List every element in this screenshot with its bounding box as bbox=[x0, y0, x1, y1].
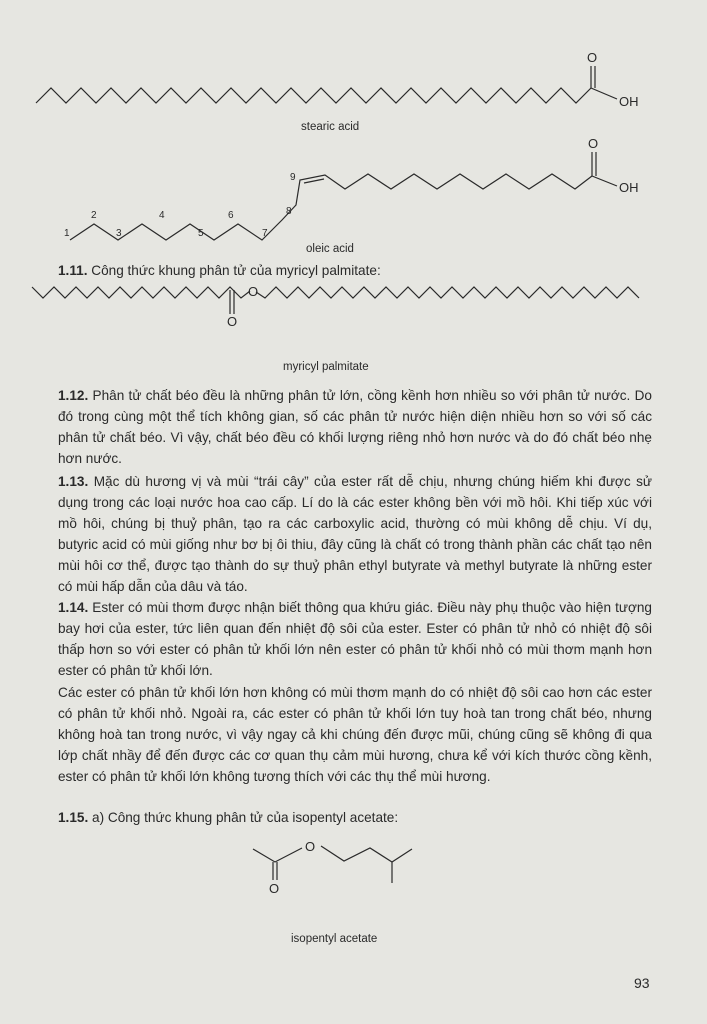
question-number: 1.15. bbox=[58, 810, 89, 825]
answer-1-14-continued: Các ester có phân tử khối lớn hơn không có mùi thơm mạnh do có nhiệt độ sôi cao hơn các ester có phân tử khối nhỏ. Ngoài ra, các ester có phân tử khối lớn tuy hoà tan trong chất béo, nhưng không hoà tan trong nước, vì vậy ngay cả khi chúng đến được mũi, chúng cũng sẽ không đi qua lớp chất nhầy để đến được các cơ quan thụ cảm mùi hương, chưa kể với kích thước cồng kềnh, ester có phân tử khối lớn không tương thích với các thụ thể mùi hương. bbox=[58, 685, 652, 784]
question-number: 1.13. bbox=[58, 474, 89, 489]
isopentyl-ester-o: O bbox=[305, 839, 316, 854]
question-number: 1.14. bbox=[58, 600, 89, 615]
oleic-acid-o: O bbox=[588, 136, 599, 151]
oleic-num-6: 6 bbox=[228, 210, 234, 221]
myricyl-palmitate-skeleton bbox=[32, 287, 250, 298]
question-text: a) Công thức khung phân tử của isopentyl acetate: bbox=[88, 810, 399, 825]
stearic-acid-label: stearic acid bbox=[301, 121, 360, 133]
answer-text: Phân tử chất béo đều là những phân tử lớn, cồng kềnh hơn nhiều so với phân tử nước. Do đó trong cùng một thể tích không gian, số các phân tử nước hiện diện nhiều hơn so với số các phân tử chất béo. Vì vậy, chất béo đều có khối lượng riêng nhỏ hơn nước và do đó chất béo nhẹ hơn nước. bbox=[58, 388, 652, 466]
oleic-acid-skeleton bbox=[70, 174, 592, 240]
oleic-num-4: 4 bbox=[159, 210, 165, 221]
oleic-num-7: 7 bbox=[262, 228, 268, 239]
stearic-acid-skeleton bbox=[36, 88, 591, 103]
oleic-num-9: 9 bbox=[290, 172, 296, 183]
answer-text: Ester có mùi thơm được nhận biết thông qua khứu giác. Điều này phụ thuộc vào hiện tượng bay hơi của ester, tức liên quan đến nhiệt độ sôi của ester. Ester có phân tử nhỏ có nhiệt độ sôi thấp hơn so với ester có phân tử khối lớn nên ester có phân tử khối nhỏ có mùi thơm mạnh hơn ester có phân tử khối lớn. bbox=[58, 600, 652, 678]
stearic-acid-oh: OH bbox=[619, 94, 639, 109]
question-1-15 bbox=[58, 810, 398, 825]
oleic-num-1: 1 bbox=[64, 228, 70, 239]
answer-1-13 bbox=[58, 471, 652, 597]
answer-1-12 bbox=[58, 385, 652, 469]
myricyl-carbonyl-o: O bbox=[227, 314, 238, 329]
myricyl-ester-o: O bbox=[248, 284, 259, 299]
isopentyl-carbonyl-o: O bbox=[269, 881, 280, 896]
question-1-11 bbox=[58, 263, 381, 278]
oleic-acid-oh: OH bbox=[619, 180, 639, 195]
stearic-acid-o: O bbox=[587, 50, 598, 65]
oleic-num-3: 3 bbox=[116, 228, 122, 239]
isopentyl-acetate-skeleton bbox=[253, 848, 302, 862]
answer-text: Mặc dù hương vị và mùi “trái cây” của ester rất dễ chịu, nhưng chúng hiếm khi được sử dụng trong các loại nước hoa cao cấp. Lí do là các ester không bền với mồ hôi. Khi tiếp xúc với mồ hôi, chúng bị thuỷ phân, tạo ra các carboxylic acid, thường có mùi không dễ chịu. Ví dụ, butyric acid có mùi giống như bơ bị ôi thiu, đây cũng là chất có trong thành phần các chất tạo nên mùi hôi cơ thể, được tạo thành do sự thuỷ phân ethyl butyrate và methyl butyrate là những ester có mùi hấp dẫn của dâu và táo. bbox=[58, 474, 652, 594]
oleic-acid-label: oleic acid bbox=[306, 243, 354, 255]
oleic-num-2: 2 bbox=[91, 210, 97, 221]
question-text: Công thức khung phân tử của myricyl palmitate: bbox=[87, 263, 381, 278]
myricyl-palmitate-label: myricyl palmitate bbox=[283, 361, 369, 373]
oleic-num-5: 5 bbox=[198, 228, 204, 239]
page-number: 93 bbox=[634, 975, 650, 991]
question-number: 1.12. bbox=[58, 388, 89, 403]
isopentyl-acetate-label: isopentyl acetate bbox=[291, 933, 378, 945]
question-number: 1.11. bbox=[58, 263, 88, 278]
oleic-num-8: 8 bbox=[286, 206, 292, 217]
answer-1-14 bbox=[58, 597, 652, 681]
